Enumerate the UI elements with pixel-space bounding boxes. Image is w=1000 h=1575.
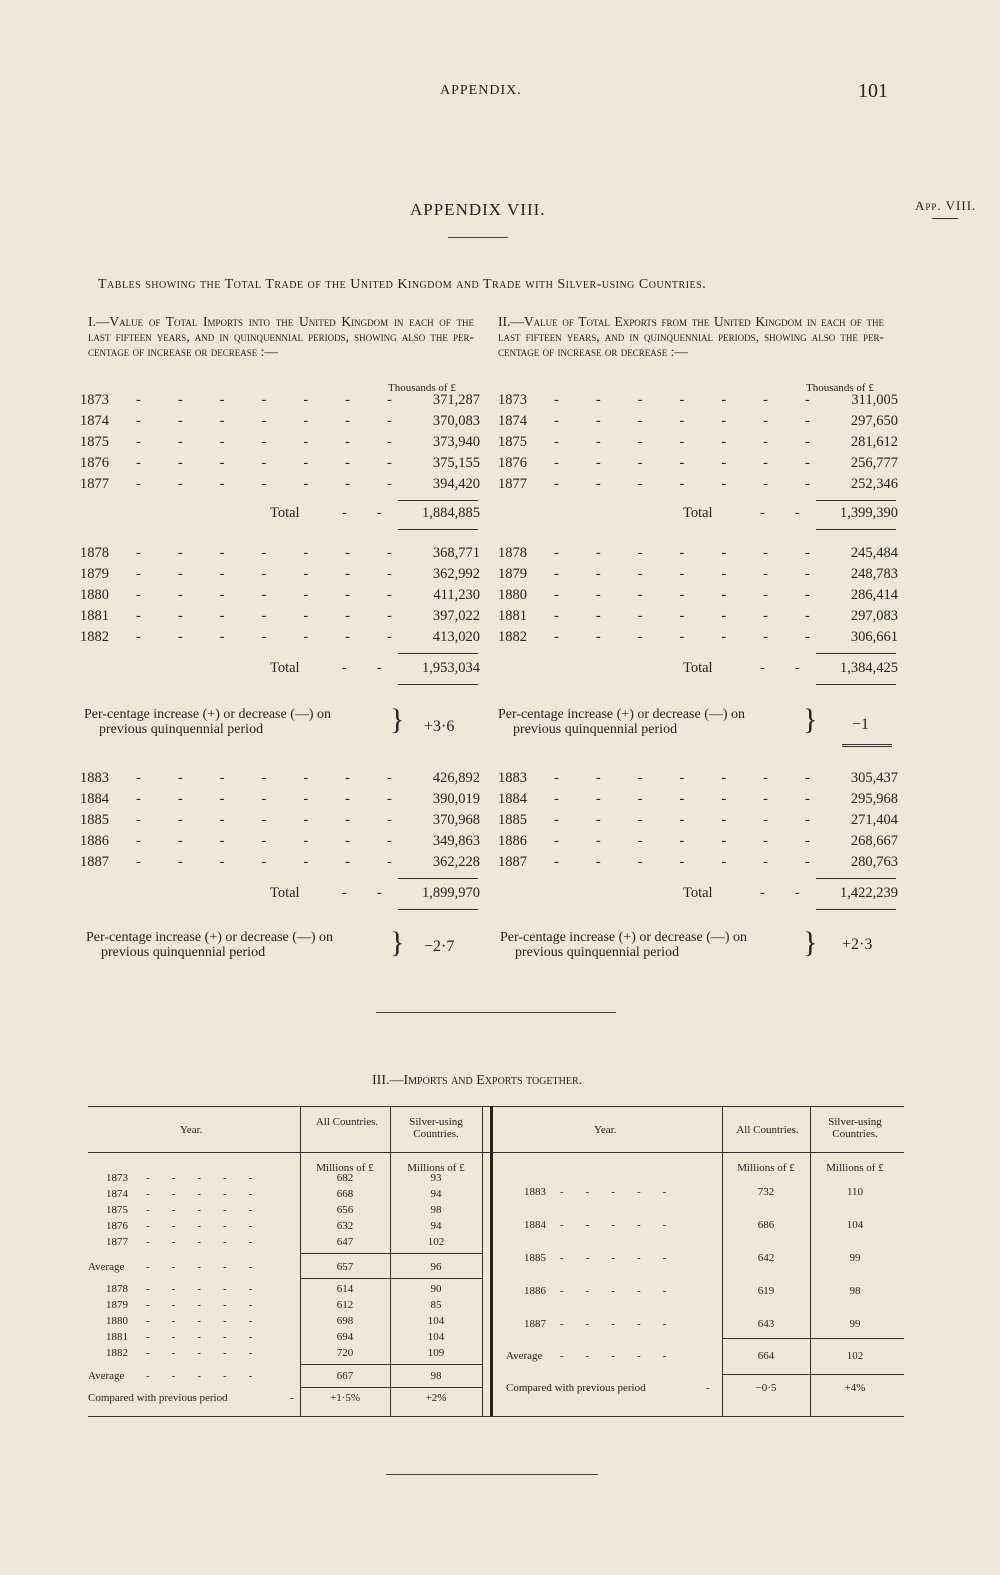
- imports-row: [80, 587, 480, 608]
- leader-dots: -----: [146, 1261, 275, 1273]
- sum-rule: [398, 653, 478, 654]
- t3-all-cell: 632: [336, 1220, 354, 1232]
- t3-silver-cell: 90: [430, 1283, 442, 1295]
- exports-row: [498, 392, 898, 413]
- value-cell: 411,230: [433, 587, 480, 603]
- leader-dots: -------: [136, 812, 429, 828]
- t3-silver-cell: 98: [430, 1370, 442, 1382]
- exports-unit: Thousands of £: [806, 382, 874, 394]
- t3-silver-cell: 99: [849, 1318, 861, 1330]
- leader-dots: -------: [136, 833, 429, 849]
- year-cell: 1875: [80, 434, 109, 450]
- t3-year-cell: 1877: [106, 1236, 128, 1248]
- t3-silver-header: Silver-using Countries.: [409, 1116, 463, 1140]
- t3-silver-cell: +4%: [844, 1382, 866, 1394]
- year-cell: 1882: [80, 629, 109, 645]
- imports-unit: Thousands of £: [388, 382, 456, 394]
- leader-dots: -----: [560, 1350, 689, 1362]
- leader-dots: -------: [554, 455, 847, 471]
- t3-all-cell: 686: [757, 1219, 775, 1231]
- value-cell: 297,650: [850, 413, 898, 429]
- leader-dots: -------: [136, 854, 429, 870]
- leader-dots: -----: [146, 1347, 275, 1359]
- t3-year-cell: Average: [506, 1350, 543, 1362]
- leader-dots: -: [706, 1382, 710, 1394]
- t3-year-cell: 1881: [106, 1331, 128, 1343]
- t3-year-cell: 1876: [106, 1220, 128, 1232]
- t3-all-cell: 643: [757, 1318, 775, 1330]
- leader-dots: --: [760, 660, 830, 676]
- sum-rule: [816, 878, 896, 879]
- leader-dots: -----: [146, 1331, 275, 1343]
- t3-silver-cell: 94: [430, 1188, 442, 1200]
- leader-dots: -------: [136, 434, 429, 450]
- value-cell: 349,863: [432, 833, 480, 849]
- value-cell: 305,437: [850, 770, 898, 786]
- total-rule: [816, 684, 896, 685]
- t3-all-cell: 668: [336, 1188, 354, 1200]
- sum-rule: [398, 500, 478, 501]
- leader-dots: -------: [136, 770, 429, 786]
- exports-row: [498, 545, 898, 566]
- brace: }: [390, 703, 405, 736]
- total-rule: [816, 529, 896, 530]
- t3-year-cell: 1880: [106, 1315, 128, 1327]
- t3-header-rule: [88, 1152, 904, 1153]
- value-cell: 245,484: [850, 545, 898, 561]
- t3-year-cell: 1883: [524, 1186, 546, 1198]
- leader-dots: -------: [554, 770, 847, 786]
- pct-label-line1: Per-centage increase (+) or decrease (—) on: [500, 930, 748, 945]
- t3-year-cell: 1885: [524, 1252, 546, 1264]
- value-cell: 268,667: [850, 833, 898, 849]
- leader-dots: -----: [146, 1315, 275, 1327]
- value-cell: 375,155: [432, 455, 480, 471]
- leader-dots: -------: [554, 791, 847, 807]
- year-cell: 1876: [498, 455, 527, 471]
- imports-row: [80, 566, 480, 587]
- year-cell: 1878: [80, 545, 109, 561]
- year-cell: 1880: [498, 587, 527, 603]
- t3-all-cell: 656: [336, 1204, 354, 1216]
- imports-row: [80, 392, 480, 413]
- total-value: 1,884,885: [422, 505, 480, 521]
- total-label: Total: [270, 885, 300, 901]
- leader-dots: -----: [146, 1172, 275, 1184]
- exports-pct2-label: [500, 930, 747, 960]
- total-rule: [816, 909, 896, 910]
- exports-row: [498, 854, 898, 875]
- year-cell: 1879: [498, 566, 527, 582]
- exports-total-row: [498, 505, 898, 527]
- leader-dots: -------: [136, 791, 429, 807]
- value-cell: 426,892: [432, 770, 480, 786]
- imports-row: [80, 413, 480, 434]
- year-cell: 1887: [498, 854, 527, 870]
- year-cell: 1886: [80, 833, 109, 849]
- imports-row: [80, 629, 480, 650]
- leader-dots: -------: [136, 392, 429, 408]
- leader-dots: -------: [136, 629, 429, 645]
- leader-dots: -------: [554, 476, 847, 492]
- t3-unit: Millions of £: [737, 1162, 795, 1174]
- t3-all-cell: −0·5: [755, 1382, 777, 1394]
- leader-dots: -----: [146, 1188, 275, 1200]
- sum-rule: [398, 878, 478, 879]
- imports-row: [80, 770, 480, 791]
- value-cell: 370,968: [432, 812, 480, 828]
- sum-rule: [816, 500, 896, 501]
- t3-compare-label: Compared with previous period: [506, 1382, 646, 1394]
- t3-unit: Millions of £: [407, 1162, 465, 1174]
- value-cell: 311,005: [851, 392, 898, 408]
- t3-all-cell: 720: [336, 1347, 354, 1359]
- total-label: Total: [683, 505, 713, 521]
- exports-row: [498, 566, 898, 587]
- year-cell: 1873: [498, 392, 527, 408]
- t3-bottom-rule: [88, 1416, 904, 1417]
- brace: }: [803, 926, 818, 959]
- leader-dots: -----: [146, 1236, 275, 1248]
- imports-total-row: [80, 885, 480, 907]
- value-cell: 413,020: [432, 629, 480, 645]
- leader-dots: -------: [554, 812, 847, 828]
- imports-pct1-value: +3·6: [424, 718, 455, 735]
- appendix-title: APPENDIX VIII.: [410, 200, 546, 219]
- leader-dots: -----: [146, 1220, 275, 1232]
- value-cell: 362,992: [432, 566, 480, 582]
- title-rule: [448, 237, 508, 238]
- section-divider: [376, 1012, 616, 1013]
- leader-dots: -----: [560, 1252, 689, 1264]
- pct-label-line1: Per-centage increase (+) or decrease (—) on: [86, 930, 334, 945]
- t3-silver-cell: 104: [427, 1315, 445, 1327]
- year-cell: 1877: [80, 476, 109, 492]
- t3-silver-cell: 94: [430, 1220, 442, 1232]
- value-cell: 281,612: [850, 434, 898, 450]
- value-cell: 248,783: [850, 566, 898, 582]
- t3-avg-rule: [300, 1253, 482, 1254]
- t3-silver-cell: 104: [427, 1331, 445, 1343]
- t3-year-cell: 1879: [106, 1299, 128, 1311]
- value-cell: 390,019: [432, 791, 480, 807]
- year-cell: 1884: [498, 791, 527, 807]
- t3-avg-rule: [722, 1374, 904, 1375]
- pct-label-line2: previous quinquennial period: [515, 945, 680, 960]
- total-label: Total: [683, 885, 713, 901]
- leader-dots: --: [342, 660, 412, 676]
- exports-row: [498, 608, 898, 629]
- leader-dots: -------: [136, 476, 429, 492]
- pct-underline: [842, 744, 892, 747]
- leader-dots: -------: [554, 833, 847, 849]
- t3-year-cell: 1873: [106, 1172, 128, 1184]
- total-label: Total: [270, 505, 300, 521]
- t3-year-cell: 1887: [524, 1318, 546, 1330]
- exports-row: [498, 455, 898, 476]
- leader-dots: -------: [554, 854, 847, 870]
- t3-unit: Millions of £: [826, 1162, 884, 1174]
- leader-dots: --: [342, 885, 412, 901]
- exports-pct2-value: +2·3: [842, 936, 873, 953]
- t3-all-header: All Countries.: [736, 1124, 799, 1136]
- leader-dots: -: [290, 1392, 294, 1404]
- t3-year-header: Year.: [180, 1124, 203, 1136]
- t3-avg-rule: [722, 1338, 904, 1339]
- total-value: 1,422,239: [840, 885, 898, 901]
- value-cell: 397,022: [432, 608, 480, 624]
- year-cell: 1887: [80, 854, 109, 870]
- value-cell: 271,404: [850, 812, 898, 828]
- year-cell: 1874: [498, 413, 527, 429]
- total-rule: [398, 909, 478, 910]
- value-cell: 286,414: [850, 587, 898, 603]
- total-label: Total: [270, 660, 300, 676]
- leader-dots: -----: [146, 1370, 275, 1382]
- year-cell: 1879: [80, 566, 109, 582]
- t3-silver-cell: 93: [430, 1172, 442, 1184]
- t3-year-cell: 1886: [524, 1285, 546, 1297]
- t3-silver-cell: 99: [849, 1252, 861, 1264]
- value-cell: 297,083: [850, 608, 898, 624]
- value-cell: 280,763: [850, 854, 898, 870]
- pct-label-line2: previous quinquennial period: [99, 722, 264, 737]
- t3-all-cell: +1·5%: [329, 1392, 361, 1404]
- t3-year-cell: 1884: [524, 1219, 546, 1231]
- table3-title: III.—Imports and Exports together.: [372, 1073, 583, 1088]
- year-cell: 1885: [498, 812, 527, 828]
- t3-all-header: All Countries.: [315, 1116, 379, 1128]
- t3-avg-rule: [300, 1278, 482, 1279]
- pct-label-line1: Per-centage increase (+) or decrease (—) on: [84, 707, 332, 722]
- leader-dots: -------: [136, 608, 429, 624]
- page-number: 101: [858, 80, 888, 102]
- imports-row: [80, 545, 480, 566]
- t3-center-divider: [490, 1106, 493, 1416]
- leader-dots: -------: [554, 587, 847, 603]
- exports-pct1-value: −1: [852, 716, 870, 733]
- bottom-rule: [386, 1474, 598, 1475]
- exports-row: [498, 833, 898, 854]
- year-cell: 1884: [80, 791, 109, 807]
- year-cell: 1877: [498, 476, 527, 492]
- leader-dots: -------: [554, 392, 847, 408]
- value-cell: 370,083: [432, 413, 480, 429]
- leader-dots: --: [760, 505, 830, 521]
- total-value: 1,399,390: [840, 505, 898, 521]
- exports-row: [498, 587, 898, 608]
- leader-dots: -------: [554, 608, 847, 624]
- exports-total-row: [498, 885, 898, 907]
- t3-unit: Millions of £: [316, 1162, 374, 1174]
- t3-all-cell: 642: [757, 1252, 775, 1264]
- t3-year-cell: 1875: [106, 1204, 128, 1216]
- leader-dots: -----: [146, 1204, 275, 1216]
- exports-row: [498, 629, 898, 650]
- running-title: APPENDIX.: [440, 83, 522, 98]
- leader-dots: -----: [560, 1318, 689, 1330]
- imports-row: [80, 791, 480, 812]
- t3-all-cell: 647: [336, 1236, 354, 1248]
- brace: }: [803, 703, 818, 736]
- total-value: 1,899,970: [422, 885, 480, 901]
- year-cell: 1881: [80, 608, 109, 624]
- imports-row: [80, 812, 480, 833]
- t3-all-cell: 657: [336, 1261, 354, 1273]
- exports-row: [498, 434, 898, 455]
- t3-all-cell: 612: [336, 1299, 354, 1311]
- t3-top-rule: [88, 1106, 904, 1107]
- imports-total-row: [80, 660, 480, 682]
- t3-all-cell: 664: [757, 1350, 775, 1362]
- exports-row: [498, 791, 898, 812]
- t3-silver-cell: 98: [849, 1285, 861, 1297]
- t3-silver-cell: 98: [430, 1204, 442, 1216]
- sum-rule: [816, 653, 896, 654]
- value-cell: 295,968: [850, 791, 898, 807]
- leader-dots: -------: [136, 545, 429, 561]
- imports-heading: I.—Value of Total Imports into the United Kingdom in each of the last fifteen years, and in quinquennial periods, showing also the per-centage of increase or decrease :—: [88, 314, 474, 359]
- leader-dots: -----: [560, 1219, 689, 1231]
- year-cell: 1885: [80, 812, 109, 828]
- imports-row: [80, 434, 480, 455]
- exports-row: [498, 413, 898, 434]
- t3-silver-cell: 102: [427, 1236, 445, 1248]
- year-cell: 1874: [80, 413, 109, 429]
- value-cell: 306,661: [850, 629, 898, 645]
- t3-year-header: Year.: [594, 1124, 617, 1136]
- value-cell: 394,420: [432, 476, 480, 492]
- value-cell: 371,287: [432, 392, 480, 408]
- year-cell: 1875: [498, 434, 527, 450]
- t3-year-cell: 1882: [106, 1347, 128, 1359]
- leader-dots: -------: [554, 434, 847, 450]
- side-note: App. VIII.: [915, 198, 977, 213]
- leader-dots: --: [760, 885, 830, 901]
- t3-year-cell: 1878: [106, 1283, 128, 1295]
- year-cell: 1886: [498, 833, 527, 849]
- t3-avg-rule: [300, 1364, 482, 1365]
- leader-dots: -------: [136, 587, 429, 603]
- year-cell: 1883: [498, 770, 527, 786]
- pct-label-line2: previous quinquennial period: [101, 945, 266, 960]
- imports-row: [80, 608, 480, 629]
- imports-total-row: [80, 505, 480, 527]
- exports-row: [498, 476, 898, 497]
- value-cell: 368,771: [432, 545, 480, 561]
- t3-all-cell: 614: [336, 1283, 354, 1295]
- total-value: 1,953,034: [422, 660, 480, 676]
- imports-row: [80, 455, 480, 476]
- leader-dots: -------: [554, 629, 847, 645]
- total-rule: [398, 684, 478, 685]
- imports-row: [80, 854, 480, 875]
- year-cell: 1873: [80, 392, 109, 408]
- year-cell: 1878: [498, 545, 527, 561]
- exports-row: [498, 812, 898, 833]
- imports-pct1-label: [84, 707, 331, 737]
- leader-dots: -----: [560, 1186, 689, 1198]
- main-title: Tables showing the Total Trade of the United Kingdom and Trade with Silver-using Countries.: [98, 277, 707, 292]
- t3-year-cell: Average: [88, 1370, 125, 1382]
- t3-year-cell: 1874: [106, 1188, 128, 1200]
- total-label: Total: [683, 660, 713, 676]
- t3-avg-rule: [300, 1387, 482, 1388]
- imports-pct2-value: −2·7: [424, 938, 455, 955]
- t3-silver-cell: 102: [846, 1350, 864, 1362]
- t3-silver-cell: 110: [846, 1186, 864, 1198]
- pct-label-line1: Per-centage increase (+) or decrease (—) on: [498, 707, 746, 722]
- exports-total-row: [498, 660, 898, 682]
- leader-dots: -------: [136, 455, 429, 471]
- value-cell: 362,228: [432, 854, 480, 870]
- leader-dots: -------: [554, 413, 847, 429]
- value-cell: 252,346: [850, 476, 898, 492]
- exports-row: [498, 770, 898, 791]
- t3-silver-cell: 85: [430, 1299, 442, 1311]
- total-rule: [398, 529, 478, 530]
- t3-compare-label: Compared with previous period: [88, 1392, 228, 1404]
- t3-all-cell: 667: [336, 1370, 354, 1382]
- leader-dots: -------: [554, 566, 847, 582]
- brace: }: [390, 926, 405, 959]
- imports-row: [80, 476, 480, 497]
- t3-year-cell: Average: [88, 1261, 125, 1273]
- t3-silver-cell: +2%: [425, 1392, 447, 1404]
- t3-all-cell: 682: [336, 1172, 354, 1184]
- pct-label-line2: previous quinquennial period: [513, 722, 678, 737]
- year-cell: 1881: [498, 608, 527, 624]
- leader-dots: --: [342, 505, 412, 521]
- leader-dots: -------: [554, 545, 847, 561]
- value-cell: 373,940: [432, 434, 480, 450]
- side-note-rule: [932, 218, 958, 219]
- total-value: 1,384,425: [840, 660, 898, 676]
- t3-all-cell: 694: [336, 1331, 354, 1343]
- t3-silver-header: Silver-using Countries.: [828, 1116, 882, 1140]
- imports-row: [80, 833, 480, 854]
- imports-pct2-label: [86, 930, 333, 960]
- t3-silver-cell: 109: [427, 1347, 445, 1359]
- leader-dots: -----: [146, 1283, 275, 1295]
- t3-col-rule: [482, 1106, 483, 1416]
- exports-pct1-label: [498, 707, 745, 737]
- leader-dots: -----: [146, 1299, 275, 1311]
- year-cell: 1883: [80, 770, 109, 786]
- year-cell: 1876: [80, 455, 109, 471]
- leader-dots: -------: [136, 566, 429, 582]
- leader-dots: -------: [136, 413, 429, 429]
- t3-all-cell: 698: [336, 1315, 354, 1327]
- t3-silver-cell: 96: [430, 1261, 442, 1273]
- exports-heading: II.—Value of Total Exports from the United Kingdom in each of the last fifteen years, and in quinquennial periods, showing also the per-centage of increase or decrease :—: [498, 314, 884, 359]
- t3-all-cell: 619: [757, 1285, 775, 1297]
- year-cell: 1882: [498, 629, 527, 645]
- leader-dots: -----: [560, 1285, 689, 1297]
- t3-silver-cell: 104: [846, 1219, 864, 1231]
- value-cell: 256,777: [850, 455, 898, 471]
- t3-all-cell: 732: [757, 1186, 775, 1198]
- year-cell: 1880: [80, 587, 109, 603]
